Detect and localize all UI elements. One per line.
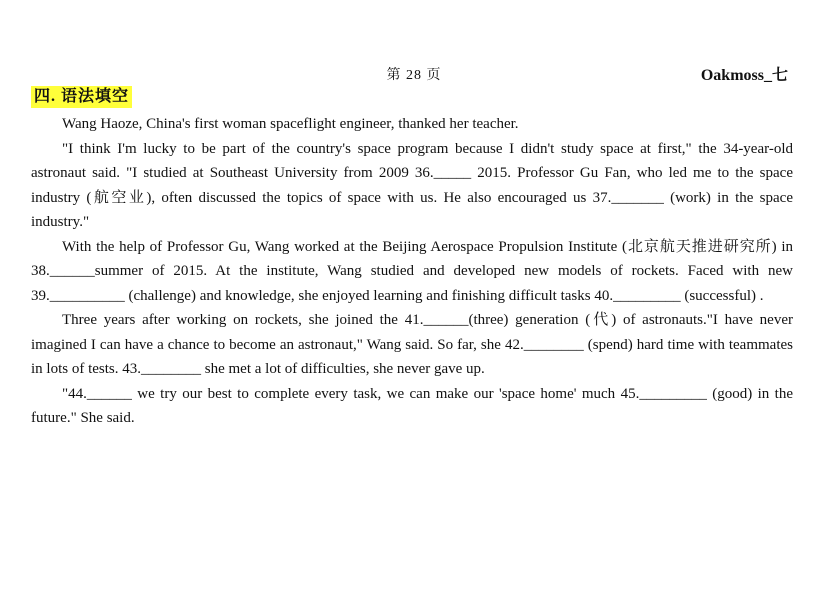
passage (31, 112, 793, 431)
paragraph-5: "44.______ we try our best to complete every task, we can make our 'space home' much 45._________ (good) in the future." She said. (31, 385, 793, 426)
brand-label: Oakmoss_七 (700, 67, 788, 84)
paragraph-4: Three years after working on rockets, she joined the 41.______(three) generation (代) of astronauts."I have never imagined I can have a chance to become an astronaut," Wang said. So far, she 42.________ (spend) hard time with teammates in lots of tests. 43.________ she met a lot of difficulties, she never gave up. (31, 312, 793, 377)
paragraph-2: "I think I'm lucky to be part of the country's space program because I didn't study space at first," the 34-year-old astronaut said. "I studied at Southeast University from 2009 36._____ 2015. Professor Gu Fan, who led me to the space industry (航空业), often discussed the topics of space with us. He also encouraged us 37._______ (work) in the space industry." (31, 140, 793, 230)
paragraph-3: With the help of Professor Gu, Wang worked at the Beijing Aerospace Propulsion Institute (北京航天推进研究所) in 38.______summer of 2015. At the institute, Wang studied and developed new models of rockets. Faced with new 39.__________ (challenge) and knowledge, she enjoyed learning and finishing difficult tasks 40._________ (successful) . (31, 238, 793, 304)
section-title: 四. 语法填空 (31, 86, 132, 108)
page-number: 第 28 页 (386, 68, 442, 83)
paragraph-1: Wang Haoze, China's first woman spaceflight engineer, thanked her teacher. (62, 116, 519, 132)
